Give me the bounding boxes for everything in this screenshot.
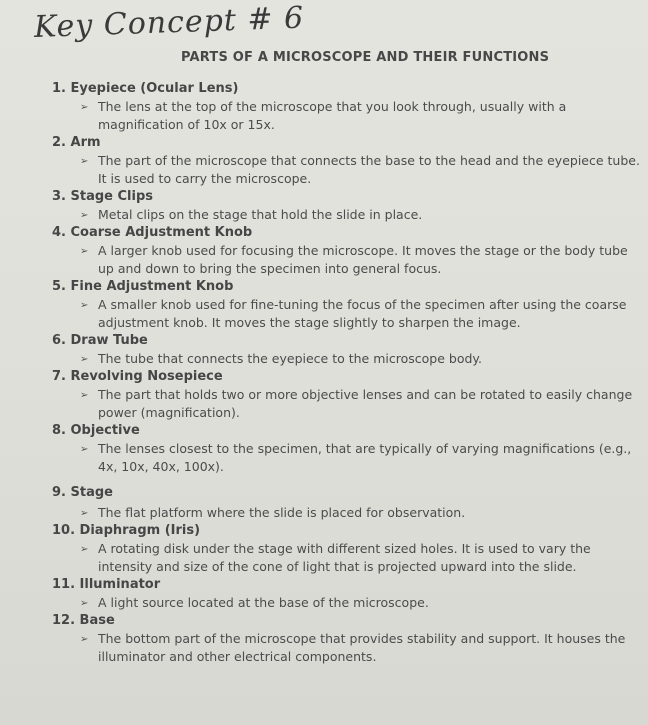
item-heading: 12. Base bbox=[52, 613, 115, 628]
item-description-text: A rotating disk under the stage with different sized holes. It is used to vary the intensity and size of the cone of light that is projected upward into the slide. bbox=[98, 541, 591, 574]
item-description-text: The part that holds two or more objective lenses and can be rotated to easily change power (magnification). bbox=[98, 387, 633, 420]
list-item bbox=[52, 368, 644, 422]
arrow-bullet-icon: ➢ bbox=[80, 156, 89, 167]
item-description-text: A light source located at the base of the microscope. bbox=[98, 595, 429, 610]
item-description bbox=[52, 206, 644, 224]
item-description bbox=[52, 594, 644, 612]
item-heading: 9. Stage bbox=[52, 485, 113, 500]
item-description-text: The lens at the top of the microscope that you look through, usually with a magnification of 10x or 15x. bbox=[98, 99, 567, 132]
item-description-text: The part of the microscope that connects the base to the head and the eyepiece tube. It is used to carry the microscope. bbox=[98, 153, 640, 186]
list-item bbox=[52, 422, 644, 476]
list-item bbox=[52, 332, 644, 368]
list-item bbox=[52, 224, 644, 278]
arrow-bullet-icon: ➢ bbox=[80, 544, 89, 555]
list-item bbox=[52, 484, 644, 522]
list-item bbox=[52, 80, 644, 134]
list-item bbox=[52, 134, 644, 188]
handwritten-note: Key Concept # 6 bbox=[33, 0, 305, 45]
item-description-text: The tube that connects the eyepiece to the microscope body. bbox=[98, 351, 482, 366]
arrow-bullet-icon: ➢ bbox=[80, 444, 89, 455]
list-item bbox=[52, 576, 644, 612]
item-heading: 4. Coarse Adjustment Knob bbox=[52, 225, 253, 240]
item-description bbox=[52, 630, 644, 666]
arrow-bullet-icon: ➢ bbox=[80, 246, 89, 257]
item-description bbox=[52, 296, 644, 332]
item-heading: 6. Draw Tube bbox=[52, 333, 148, 348]
arrow-bullet-icon: ➢ bbox=[80, 508, 89, 519]
item-heading: 2. Arm bbox=[52, 135, 101, 150]
list-item bbox=[52, 612, 644, 666]
list-item bbox=[52, 278, 644, 332]
item-description-text: The bottom part of the microscope that provides stability and support. It houses the illuminator and other electrical components. bbox=[98, 631, 626, 664]
parts-list bbox=[52, 80, 644, 666]
list-item bbox=[52, 188, 644, 224]
item-description-text: The lenses closest to the specimen, that are typically of varying magnifications (e.g., 4x, 10x, 40x, 100x). bbox=[98, 441, 632, 474]
item-description bbox=[52, 504, 644, 522]
item-description-text: A larger knob used for focusing the microscope. It moves the stage or the body tube up and down to bring the specimen into general focus. bbox=[98, 243, 628, 276]
item-description bbox=[52, 152, 644, 188]
arrow-bullet-icon: ➢ bbox=[80, 390, 89, 401]
list-item bbox=[52, 522, 644, 576]
item-description bbox=[52, 242, 644, 278]
arrow-bullet-icon: ➢ bbox=[80, 354, 89, 365]
item-heading: 7. Revolving Nosepiece bbox=[52, 369, 223, 384]
item-description bbox=[52, 440, 644, 476]
item-description-text: The flat platform where the slide is placed for observation. bbox=[98, 505, 466, 520]
item-description-text: A smaller knob used for fine-tuning the focus of the specimen after using the coarse adjustment knob. It moves the stage slightly to sharpen the image. bbox=[98, 297, 627, 330]
arrow-bullet-icon: ➢ bbox=[80, 598, 89, 609]
item-description bbox=[52, 540, 644, 576]
arrow-bullet-icon: ➢ bbox=[80, 634, 89, 645]
item-description bbox=[52, 98, 644, 134]
arrow-bullet-icon: ➢ bbox=[80, 102, 89, 113]
item-description-text: Metal clips on the stage that hold the slide in place. bbox=[98, 207, 423, 222]
arrow-bullet-icon: ➢ bbox=[80, 210, 89, 221]
item-heading: 5. Fine Adjustment Knob bbox=[52, 279, 234, 294]
page-title: PARTS OF A MICROSCOPE AND THEIR FUNCTIONS bbox=[181, 50, 550, 65]
item-heading: 8. Objective bbox=[52, 423, 140, 438]
item-heading: 11. Illuminator bbox=[52, 577, 161, 592]
item-heading: 1. Eyepiece (Ocular Lens) bbox=[52, 81, 239, 96]
item-heading: 10. Diaphragm (Iris) bbox=[52, 523, 201, 538]
item-description bbox=[52, 350, 644, 368]
arrow-bullet-icon: ➢ bbox=[80, 300, 89, 311]
item-heading: 3. Stage Clips bbox=[52, 189, 154, 204]
item-description bbox=[52, 386, 644, 422]
